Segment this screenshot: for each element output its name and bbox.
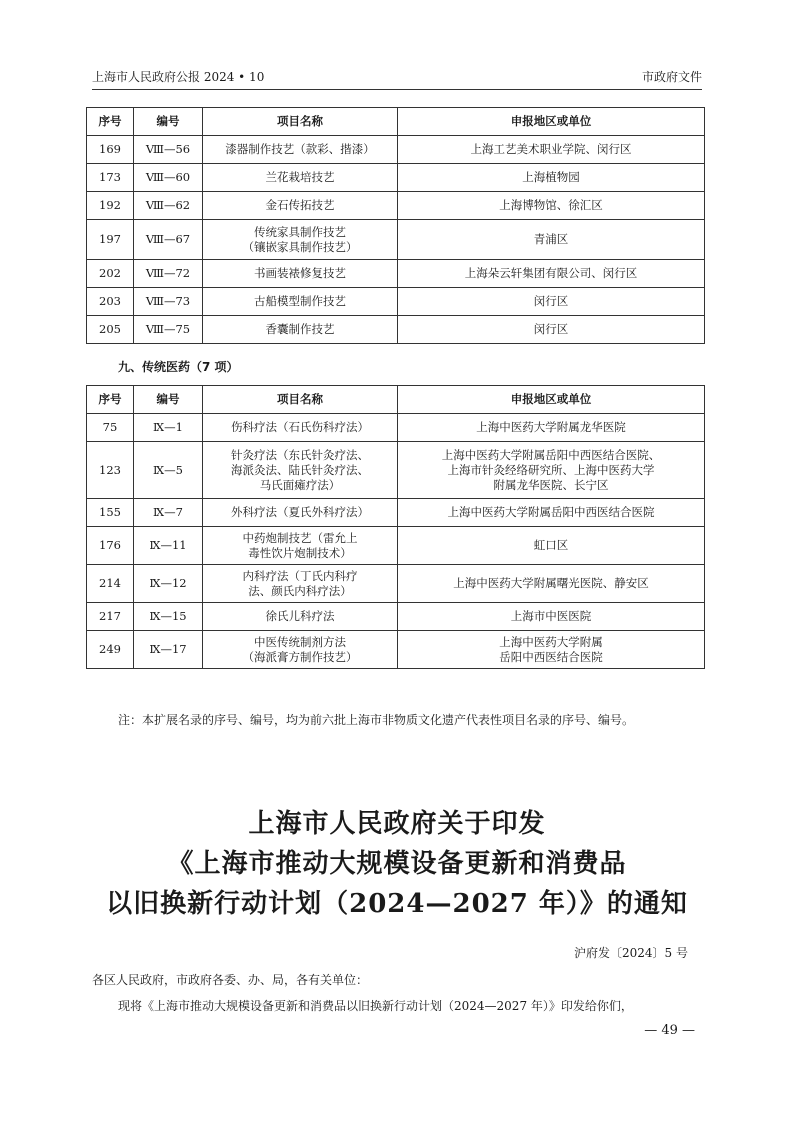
cell-unit: 上海中医药大学附属岳阳中西医结合医院 (398, 499, 705, 527)
name-line: 针灸疗法（东氏针灸疗法、 (231, 447, 369, 462)
cell-name: 外科疗法（夏氏外科疗法） (203, 499, 398, 527)
cell-seq: 176 (87, 527, 134, 565)
table-row (87, 499, 705, 527)
name-line: 毒性饮片炮制技术） (248, 545, 352, 560)
cell-code: Ⅷ—60 (134, 164, 203, 192)
cell-unit: 上海中医药大学附属龙华医院 (398, 414, 705, 442)
cell-unit: 上海博物馆、徐汇区 (398, 192, 705, 220)
table-row (87, 414, 705, 442)
cell-code: Ⅷ—75 (134, 316, 203, 344)
notice-title (92, 804, 702, 924)
cell-code: Ⅸ—15 (134, 603, 203, 631)
cell-unit: 上海植物园 (398, 164, 705, 192)
page-header (92, 68, 702, 88)
name-line: 内科疗法（丁氏内科疗 (242, 568, 358, 583)
cell-seq: 249 (87, 631, 134, 669)
cell-code: Ⅷ—62 (134, 192, 203, 220)
cell-seq: 214 (87, 565, 134, 603)
gazette-title: 上海市人民政府公报 2024 • 10 (92, 70, 265, 84)
name-line: 中医传统制剂方法 (254, 634, 346, 649)
cell-unit: 上海市中医医院 (398, 603, 705, 631)
table-row (87, 164, 705, 192)
cell-code: Ⅸ—12 (134, 565, 203, 603)
name-line: 中药炮制技艺（雷允上 (242, 530, 358, 545)
table-row (87, 442, 705, 499)
cell-seq: 203 (87, 288, 134, 316)
cell-name (203, 631, 398, 669)
cell-seq: 155 (87, 499, 134, 527)
cell-unit: 青浦区 (398, 220, 705, 260)
table-header-row (87, 108, 705, 136)
cell-seq: 202 (87, 260, 134, 288)
cell-name (203, 442, 398, 499)
notice-title-line: 以旧换新行动计划（2024—2027 年）》的通知 (106, 889, 688, 919)
table-row (87, 220, 705, 260)
cell-unit: 上海中医药大学附属曙光医院、静安区 (398, 565, 705, 603)
cell-seq: 217 (87, 603, 134, 631)
cell-seq: 205 (87, 316, 134, 344)
column-header-code: 编号 (134, 386, 203, 414)
cell-seq: 169 (87, 136, 134, 164)
cell-unit: 闵行区 (398, 316, 705, 344)
table-header-row (87, 386, 705, 414)
cell-seq: 197 (87, 220, 134, 260)
section-heading-medicine: 九、传统医药（7 项） (118, 360, 239, 374)
medicine-table (86, 385, 705, 669)
cell-name (203, 565, 398, 603)
name-line: 法、颜氏内科疗法） (248, 583, 352, 598)
crafts-table (86, 107, 705, 344)
notice-title-line: 《上海市推动大规模设备更新和消费品 (167, 849, 627, 879)
table-row (87, 603, 705, 631)
table-row (87, 192, 705, 220)
unit-line: 岳阳中西医结合医院 (499, 649, 603, 664)
unit-line: 附属龙华医院、长宁区 (493, 477, 609, 492)
cell-code: Ⅸ—1 (134, 414, 203, 442)
column-header-unit: 申报地区或单位 (398, 386, 705, 414)
cell-code: Ⅸ—17 (134, 631, 203, 669)
document-number: 沪府发〔2024〕5 号 (574, 946, 688, 960)
cell-name (203, 220, 398, 260)
cell-code: Ⅷ—56 (134, 136, 203, 164)
body-paragraph: 现将《上海市推动大规模设备更新和消费品以旧换新行动计划（2024—2027 年）》印发给你们， (118, 999, 633, 1013)
unit-line: 上海市针灸经络研究所、上海中医药大学 (447, 462, 655, 477)
cell-unit: 上海工艺美术职业学院、闵行区 (398, 136, 705, 164)
cell-name: 金石传拓技艺 (203, 192, 398, 220)
header-divider (92, 89, 702, 90)
table-row (87, 136, 705, 164)
column-header-name: 项目名称 (203, 386, 398, 414)
cell-unit (398, 631, 705, 669)
unit-line: 上海中医药大学附属岳阳中西医结合医院、 (441, 447, 661, 462)
section-label: 市政府文件 (641, 70, 702, 84)
notice-title-line: 上海市人民政府关于印发 (248, 809, 546, 839)
cell-name: 徐氏儿科疗法 (203, 603, 398, 631)
page-number: — 49 — (644, 1023, 695, 1038)
cell-name: 古船模型制作技艺 (203, 288, 398, 316)
salutation: 各区人民政府，市政府各委、办、局，各有关单位： (92, 973, 369, 987)
column-header-code: 编号 (134, 108, 203, 136)
table-row (87, 316, 705, 344)
table-row (87, 565, 705, 603)
table-row (87, 288, 705, 316)
cell-code: Ⅷ—72 (134, 260, 203, 288)
table-row (87, 260, 705, 288)
unit-line: 上海中医药大学附属 (499, 634, 603, 649)
name-line: 马氏面瘫疗法） (259, 477, 341, 492)
cell-code: Ⅷ—73 (134, 288, 203, 316)
cell-name: 伤科疗法（石氏伤科疗法） (203, 414, 398, 442)
name-line: （海派膏方制作技艺） (242, 649, 358, 664)
cell-name: 书画装裱修复技艺 (203, 260, 398, 288)
cell-code: Ⅸ—5 (134, 442, 203, 499)
footnote: 注：本扩展名录的序号、编号，均为前六批上海市非物质文化遗产代表性项目名录的序号、编号。 (118, 713, 635, 727)
column-header-seq: 序号 (87, 386, 134, 414)
table-row (87, 631, 705, 669)
column-header-unit: 申报地区或单位 (398, 108, 705, 136)
cell-name: 漆器制作技艺（款彩、揩漆） (203, 136, 398, 164)
cell-code: Ⅸ—11 (134, 527, 203, 565)
cell-seq: 75 (87, 414, 134, 442)
name-line: 海派灸法、陆氏针灸疗法、 (231, 462, 369, 477)
cell-name (203, 527, 398, 565)
cell-unit (398, 442, 705, 499)
cell-name: 兰花栽培技艺 (203, 164, 398, 192)
cell-unit: 上海朵云轩集团有限公司、闵行区 (398, 260, 705, 288)
cell-code: Ⅸ—7 (134, 499, 203, 527)
cell-seq: 173 (87, 164, 134, 192)
cell-unit: 闵行区 (398, 288, 705, 316)
cell-unit: 虹口区 (398, 527, 705, 565)
cell-name: 香囊制作技艺 (203, 316, 398, 344)
column-header-seq: 序号 (87, 108, 134, 136)
table-row (87, 527, 705, 565)
cell-code: Ⅷ—67 (134, 220, 203, 260)
column-header-name: 项目名称 (203, 108, 398, 136)
cell-seq: 123 (87, 442, 134, 499)
name-line: 传统家具制作技艺 (254, 224, 346, 239)
name-line: （镶嵌家具制作技艺） (242, 239, 358, 254)
cell-seq: 192 (87, 192, 134, 220)
